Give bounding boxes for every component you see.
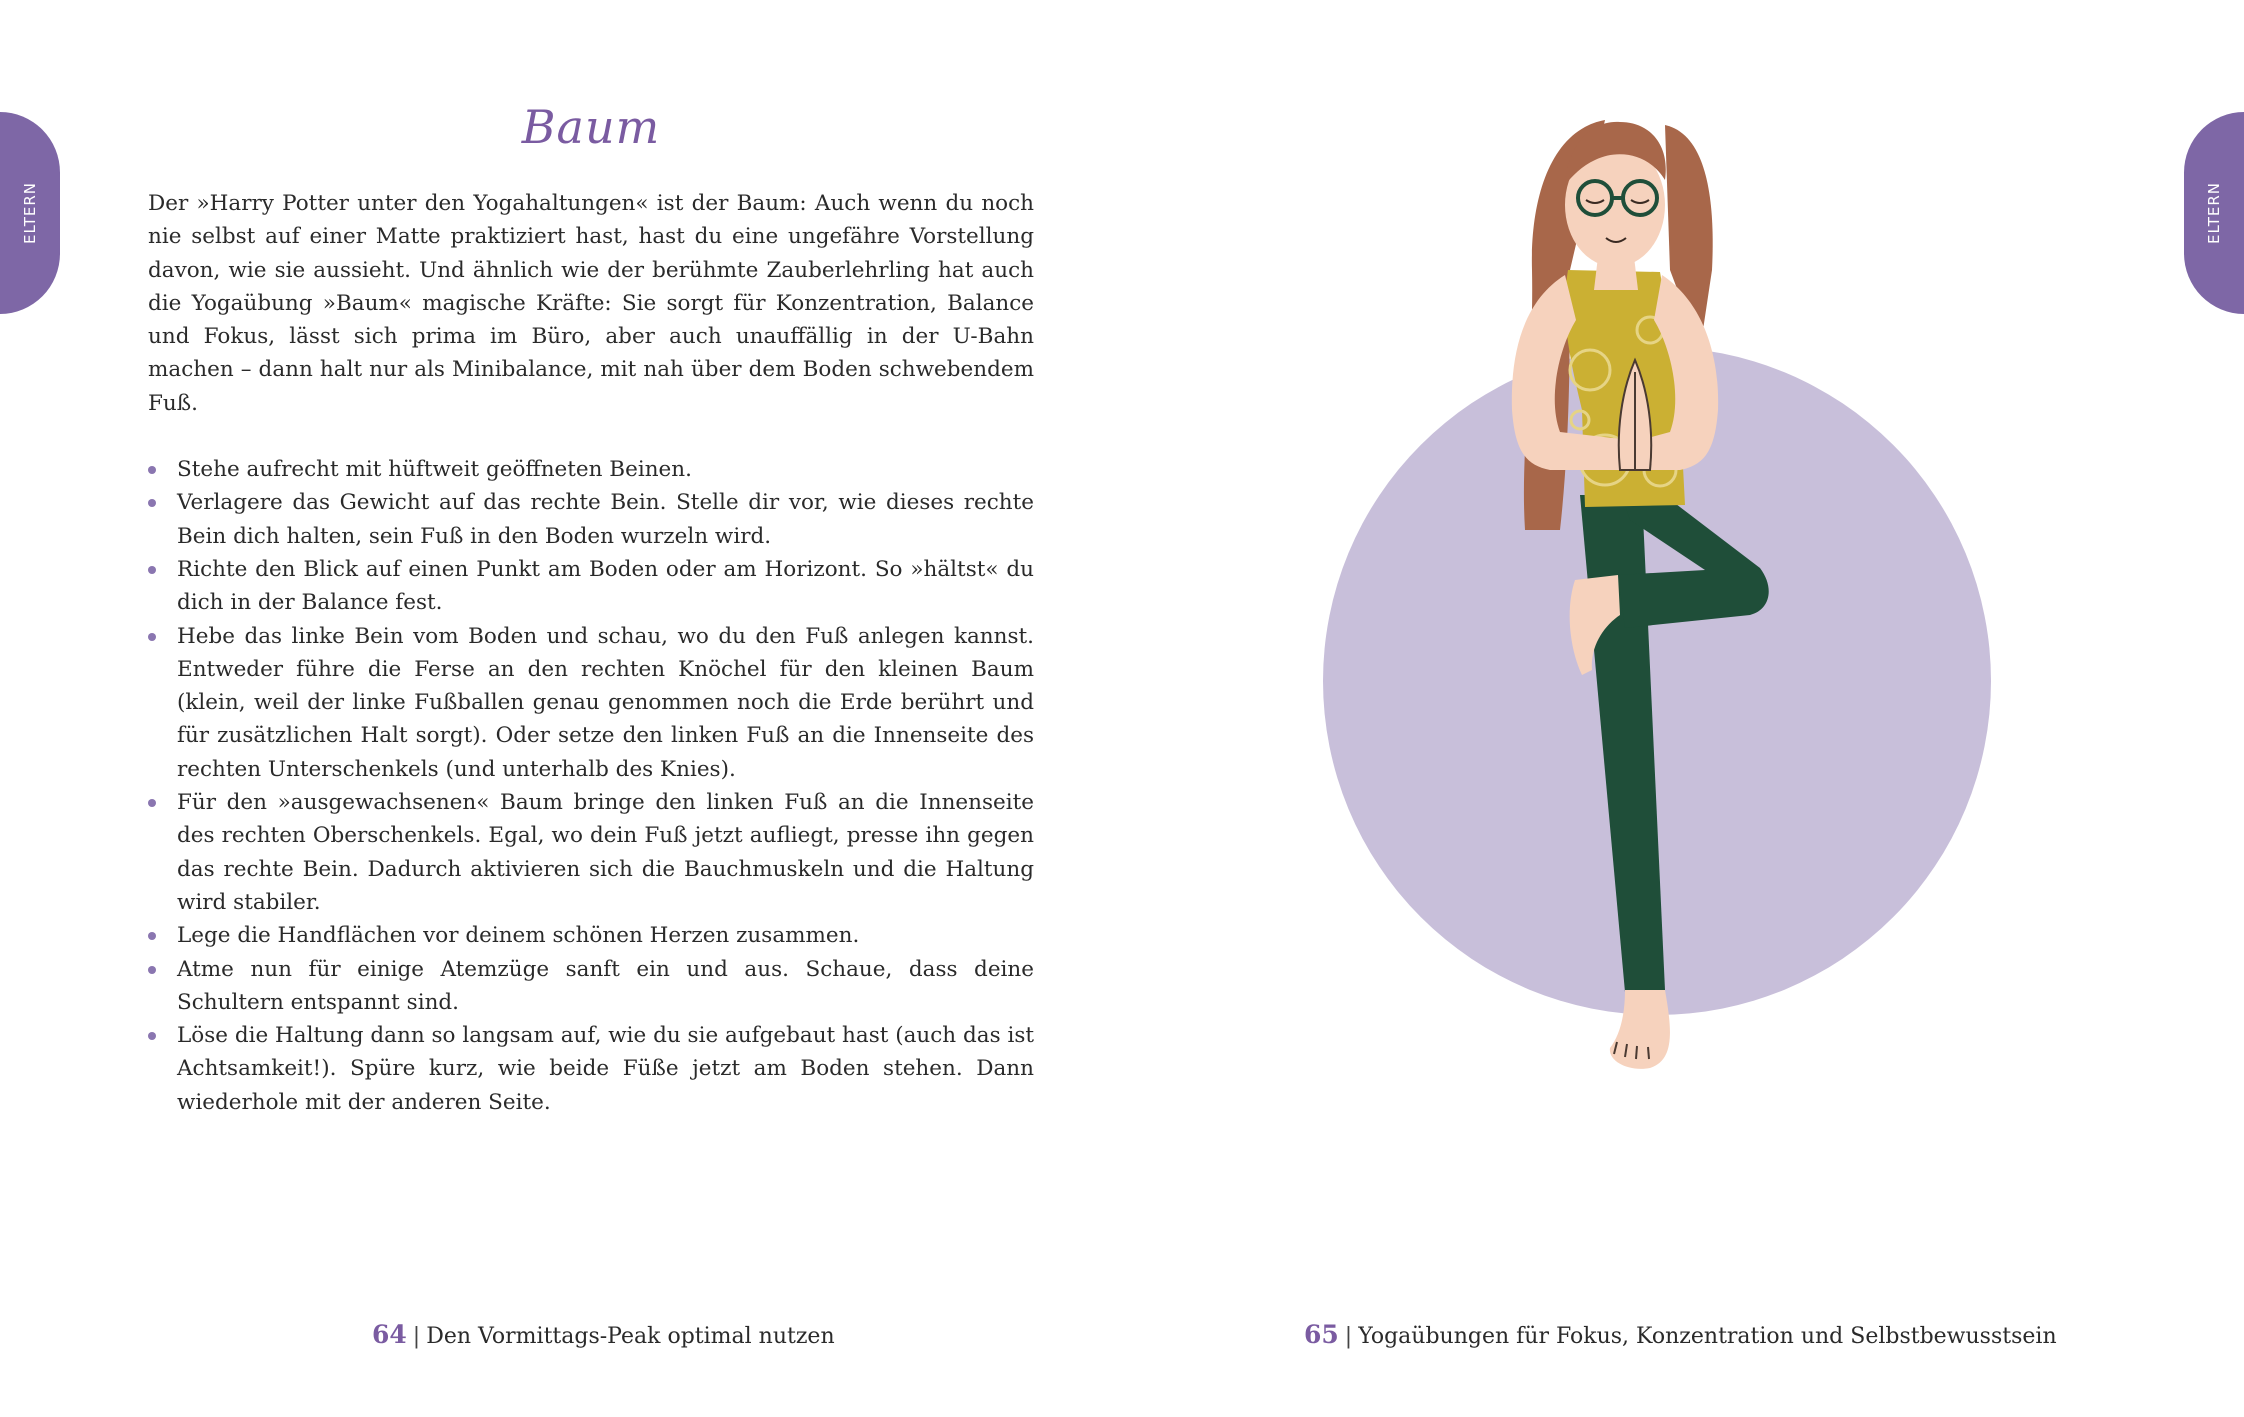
bullet-icon xyxy=(148,499,156,507)
section-tab-label: ELTERN xyxy=(21,181,39,245)
list-item xyxy=(148,553,1034,620)
list-item xyxy=(148,453,1034,486)
step-text: Richte den Blick auf einen Punkt am Boden oder am Horizont. So »hältst« du dich in der Balance fest. xyxy=(177,556,1034,616)
footer-separator: | xyxy=(1344,1324,1353,1349)
intro-paragraph: Der »Harry Potter unter den Yogahaltungen« ist der Baum: Auch wenn du noch nie selbst auf einer Matte praktiziert hast, hast du eine ungefähre Vorstellung davon, wie sie aussieht. Und ähnlich wie der berühmte Zauberlehrling hat auch die Yogaübung »Baum« magische Kräfte: Sie sorgt für Konzentration, Balance und Fokus, lässt sich prima im Büro, aber auch unauffällig in der U-Bahn machen – dann halt nur als Minibalance, mit nah über dem Boden schwebendem Fuß. xyxy=(148,191,1034,416)
step-text: Löse die Haltung dann so langsam auf, wie du sie aufgebaut hast (auch das ist Achtsamkeit!). Spüre kurz, wie beide Füße jetzt am Boden stehen. Dann wiederhole mit der anderen Seite. xyxy=(177,1023,1034,1115)
chapter-title: Den Vormittags-Peak optimal nutzen xyxy=(426,1324,835,1349)
bullet-icon xyxy=(148,799,156,807)
page-number: 65 xyxy=(1304,1320,1339,1349)
article-body xyxy=(148,187,1034,1119)
step-text: Für den »ausgewachsenen« Baum bringe den linken Fuß an die Innenseite des rechten Oberschenkels. Egal, wo dein Fuß jetzt aufliegt, presse ihn gegen das rechte Bein. Dadurch aktivieren sich die Bauchmuskeln und die Haltung wird stabiler. xyxy=(177,790,1034,915)
bullet-icon xyxy=(148,1032,156,1040)
page-number: 64 xyxy=(372,1320,407,1349)
bullet-icon xyxy=(148,466,156,474)
step-text: Atme nun für einige Atemzüge sanft ein und aus. Schaue, dass deine Schultern entspannt sind. xyxy=(177,956,1034,1015)
step-text: Lege die Handflächen vor deinem schönen Herzen zusammen. xyxy=(177,923,860,949)
step-text: Stehe aufrecht mit hüftweit geöffneten Beinen. xyxy=(177,457,692,483)
list-item xyxy=(148,953,1034,1020)
bullet-icon xyxy=(148,566,156,574)
footer-right xyxy=(1304,1320,2057,1349)
tree-pose-illustration xyxy=(1320,110,2010,1075)
section-tab-right xyxy=(2184,112,2244,314)
list-item xyxy=(148,486,1034,553)
step-text: Verlagere das Gewicht auf das rechte Bein. Stelle dir vor, wie dieses rechte Bein dich halten, sein Fuß in den Boden wurzeln wird. xyxy=(177,490,1034,549)
step-text: Hebe das linke Bein vom Boden und schau, wo du den Fuß anlegen kannst. Entweder führe die Ferse an den rechten Knöchel für den kleinen Baum (klein, weil der linke Fußballen genau genommen noch die Erde berührt und für zusätzlichen Halt sorgt). Oder setze den linken Fuß an die Innenseite des rechten Unterschenkels (und unterhalb des Knies). xyxy=(177,623,1034,782)
list-item xyxy=(148,620,1034,786)
bullet-icon xyxy=(148,932,156,940)
chapter-title: Yogaübungen für Fokus, Konzentration und Selbstbewusstsein xyxy=(1358,1324,2057,1349)
footer-separator: | xyxy=(412,1324,421,1349)
steps-list xyxy=(148,453,1034,1119)
section-tab-left xyxy=(0,112,60,314)
footer-left xyxy=(372,1320,835,1349)
section-tab-label: ELTERN xyxy=(2205,181,2223,245)
list-item xyxy=(148,786,1034,919)
bullet-icon xyxy=(148,966,156,974)
list-item xyxy=(148,919,1034,952)
list-item xyxy=(148,1019,1034,1119)
bullet-icon xyxy=(148,633,156,641)
page-title: Baum xyxy=(521,100,661,154)
